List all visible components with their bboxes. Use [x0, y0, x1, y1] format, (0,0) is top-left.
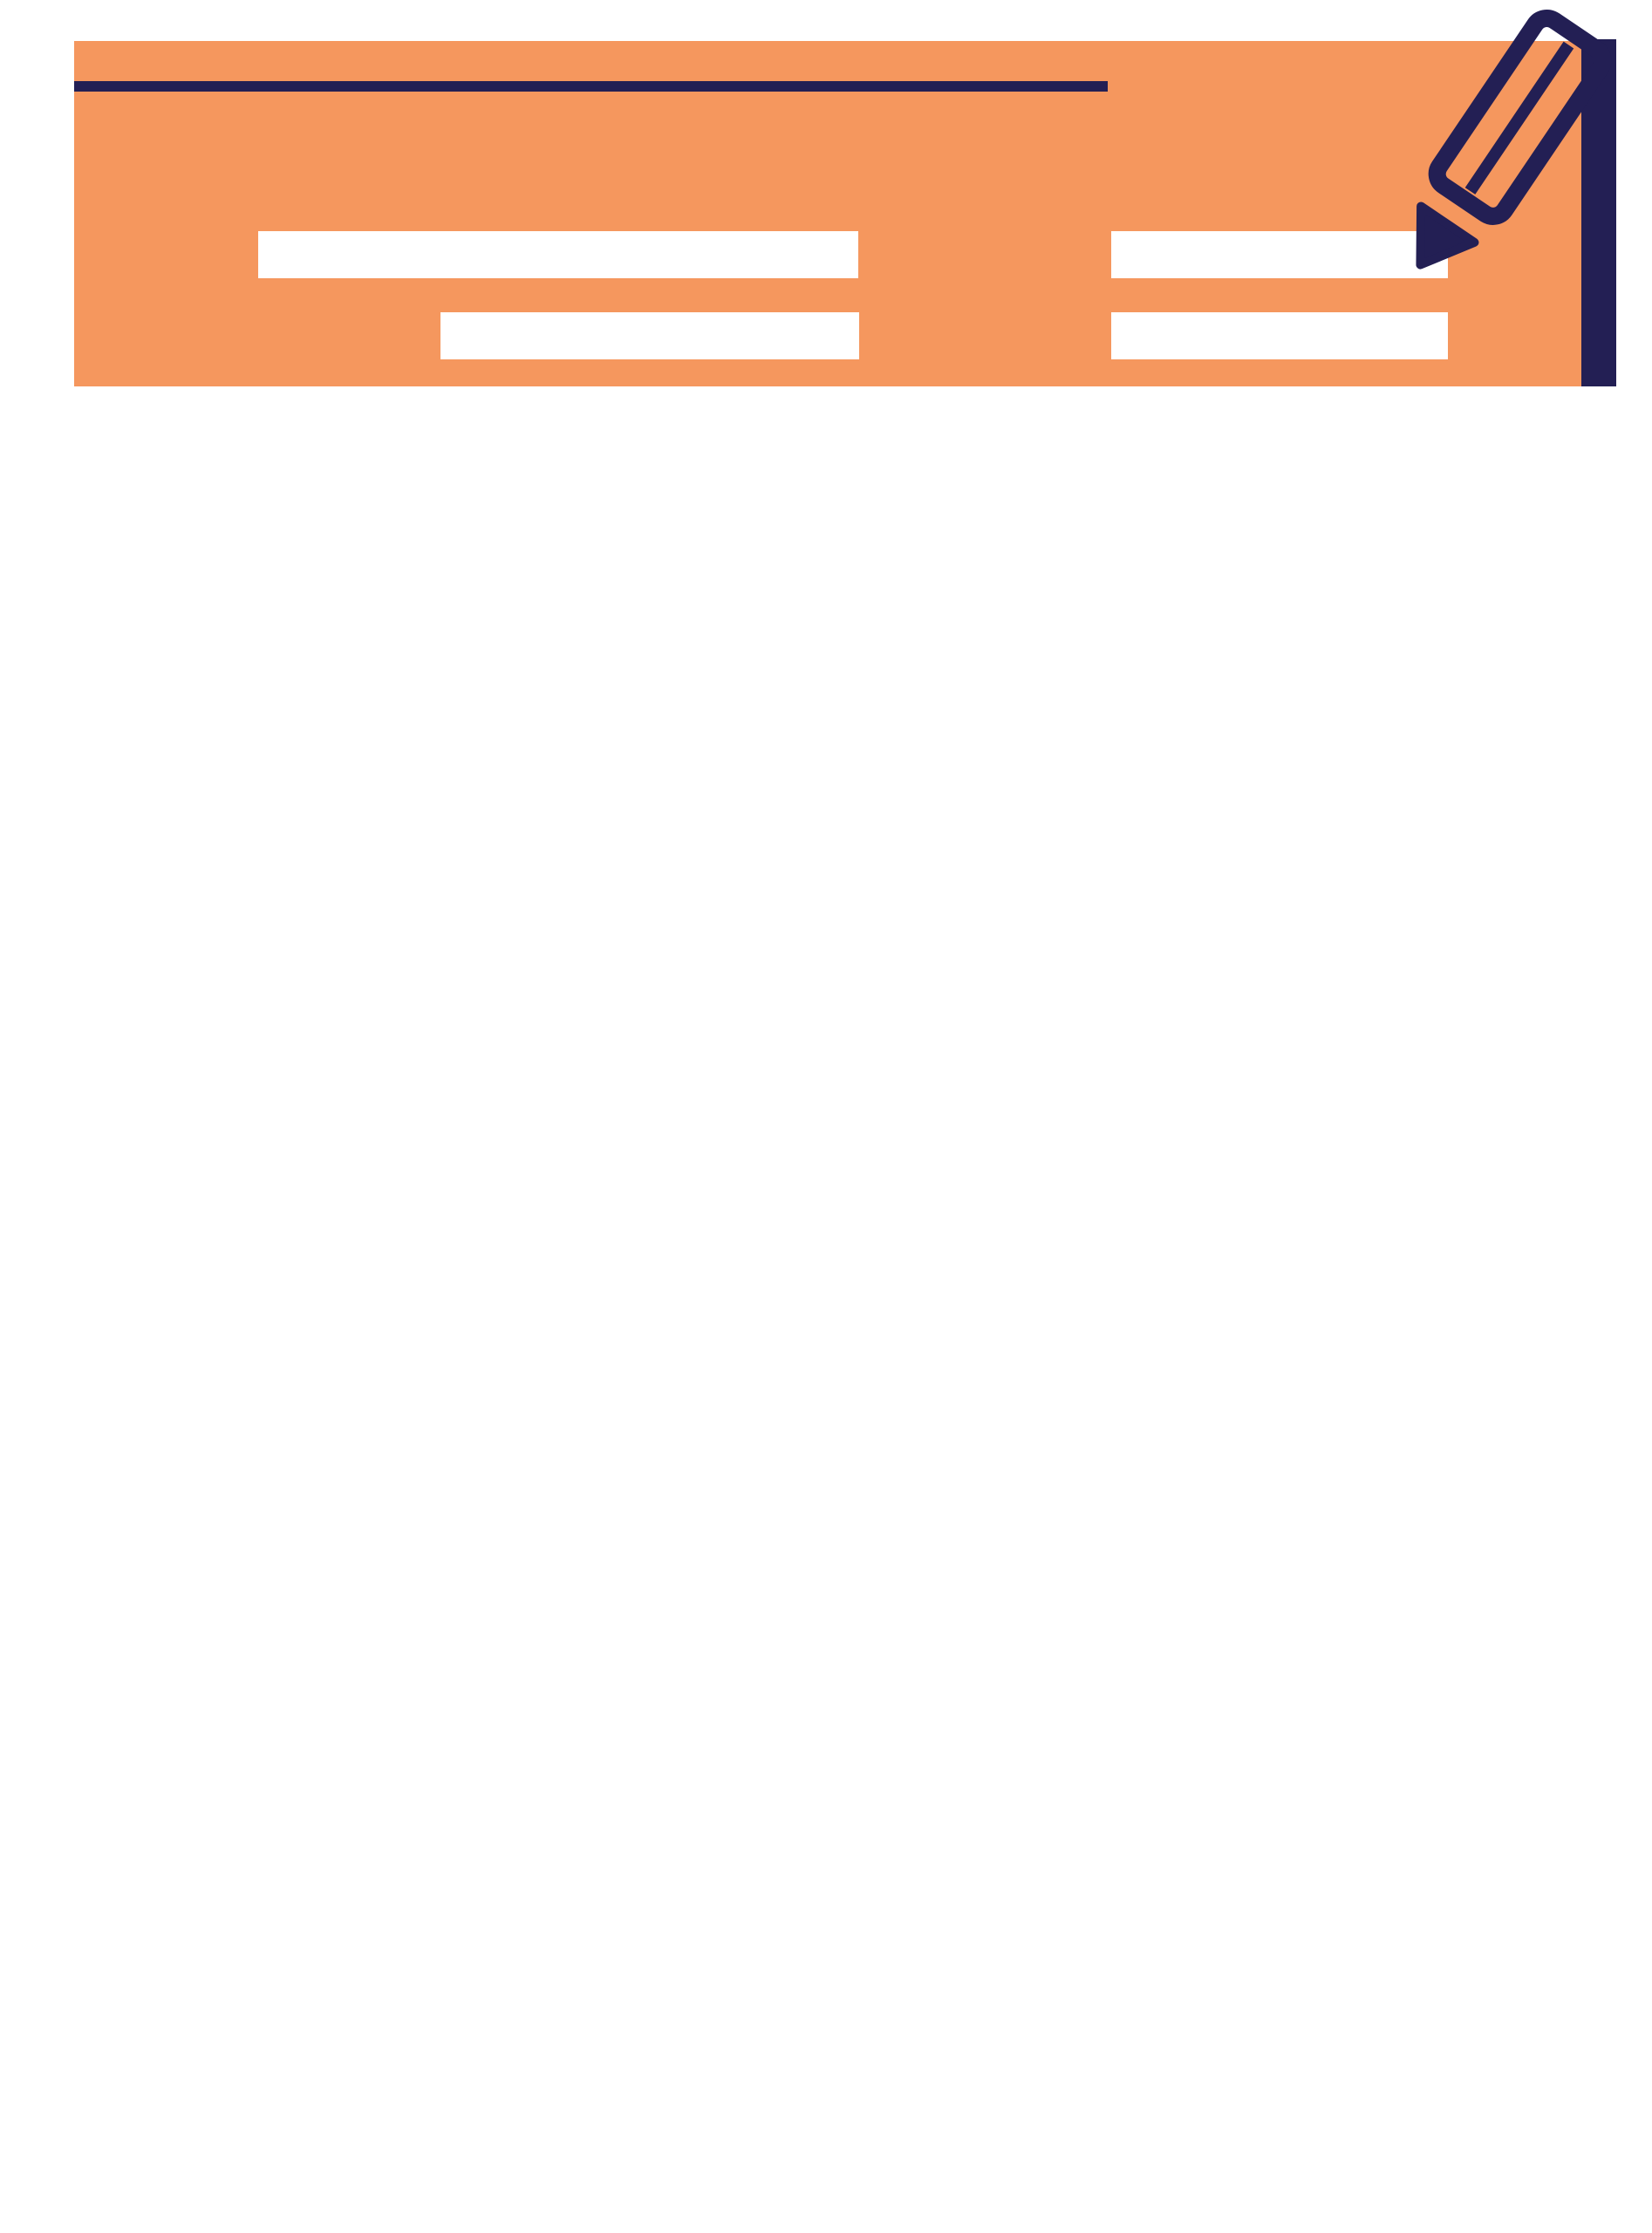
starting-date-label [92, 312, 454, 359]
beginning-balance-label [754, 231, 1106, 278]
checkbook-balance-label [754, 312, 1106, 359]
title-rule [74, 81, 1108, 92]
checkbook-balance-input[interactable] [1111, 312, 1448, 359]
name-label [92, 231, 253, 278]
pencil-icon [1376, 7, 1621, 295]
header-block [74, 41, 1581, 386]
